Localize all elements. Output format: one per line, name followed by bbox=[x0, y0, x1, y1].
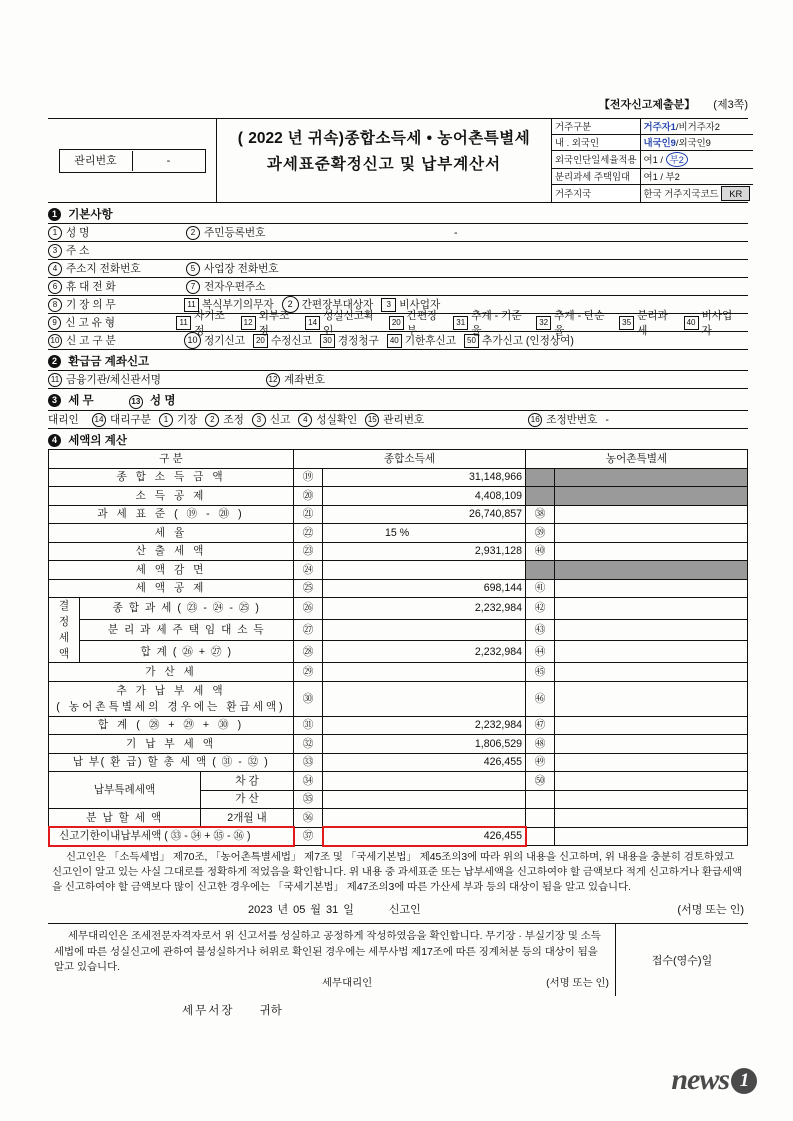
type-option-31-box[interactable]: 31 bbox=[453, 316, 468, 330]
field-no-1: 1 bbox=[48, 226, 62, 240]
field-no-7: 7 bbox=[186, 280, 200, 294]
table-row bbox=[49, 716, 748, 735]
additional-payment-line1: 추 가 납 부 세 액 bbox=[116, 684, 226, 697]
row-label-installment: 분 납 할 세 액 bbox=[49, 809, 201, 828]
division-label: 신 고 구 분 bbox=[66, 335, 116, 347]
row-home-phone bbox=[48, 260, 748, 278]
row-amount2-due-date-payment bbox=[555, 827, 748, 846]
table-row bbox=[49, 524, 748, 543]
row-no-37: ㊲ bbox=[294, 827, 323, 846]
row-no-26: ㉖ bbox=[294, 598, 323, 620]
type-option-12-box[interactable]: 12 bbox=[241, 316, 256, 330]
duty-label: 기 장 의 무 bbox=[66, 299, 116, 311]
flat-rate-value: 여1 / 부2 bbox=[640, 151, 753, 169]
row-label-prepaid-tax: 기 납 부 세 액 bbox=[49, 735, 294, 754]
agent-confirmation-left bbox=[48, 924, 615, 996]
field-no-6: 6 bbox=[48, 280, 62, 294]
declaration-month-unit: 월 bbox=[310, 904, 322, 916]
declaration-day-unit: 일 bbox=[343, 904, 354, 916]
section-1-number: 1 bbox=[48, 208, 61, 221]
row-amount2-calculated-tax bbox=[555, 542, 748, 561]
row-amount2-rental-separate bbox=[555, 619, 748, 641]
declaration-year: 2023 bbox=[248, 904, 273, 916]
division-option-40-box[interactable]: 40 bbox=[387, 334, 402, 348]
type-option-32-text: 추계 - 단순율 bbox=[554, 309, 605, 337]
row-no2-39: ㊴ bbox=[526, 524, 555, 543]
table-row bbox=[49, 641, 748, 663]
doc-tag: 【전자신고제출분】 bbox=[598, 99, 696, 111]
row-amount-subtotal: 2,232,984 bbox=[323, 641, 526, 663]
section-2-title: 환급금 계좌신고 bbox=[68, 356, 150, 368]
management-number-value: - bbox=[166, 154, 171, 167]
row-amount2-add bbox=[555, 790, 748, 809]
row-label-tax-rate: 세 율 bbox=[49, 524, 294, 543]
row-no2-50: ㊿ bbox=[526, 772, 555, 791]
refund-account-row bbox=[48, 370, 748, 389]
row-amount-tax-credit: 698,144 bbox=[323, 579, 526, 598]
row-amount-tax-reduction bbox=[323, 561, 526, 580]
row-label-add: 가 산 bbox=[201, 790, 294, 809]
management-number-cell bbox=[48, 119, 217, 202]
row-no-32: ㉜ bbox=[294, 735, 323, 754]
row-no2-38: ㊳ bbox=[526, 505, 555, 524]
table-row bbox=[49, 505, 748, 524]
page-number: (제3쪽) bbox=[713, 99, 748, 111]
row-amount2-tax-credit bbox=[555, 579, 748, 598]
row-amount2-tax-rate bbox=[555, 524, 748, 543]
duty-option-2-text: 간편장부대상자 bbox=[301, 299, 374, 311]
table-row bbox=[49, 772, 748, 791]
row-amount2-tax-base bbox=[555, 505, 748, 524]
type-option-20-text: 간편장부 bbox=[406, 309, 438, 337]
row-amount-calculated-tax: 2,931,128 bbox=[323, 542, 526, 561]
additional-payment-line2: ( 농어촌특별세의 경우에는 환급세액) bbox=[56, 700, 286, 713]
section-1-title: 기본사항 bbox=[68, 209, 113, 221]
col-header-farm-tax: 농어촌특별세 bbox=[526, 450, 748, 469]
declaration-date-row bbox=[48, 897, 748, 923]
residency-value: 거주자1/비거주자2 bbox=[640, 119, 753, 135]
agent-kind-1-box[interactable]: 1 bbox=[159, 413, 173, 427]
division-option-20-text: 수정신고 bbox=[270, 335, 312, 347]
field-no-10: 10 bbox=[48, 334, 62, 348]
row-no-24: ㉔ bbox=[294, 561, 323, 580]
resident-info-table bbox=[552, 119, 748, 202]
watermark-text: news bbox=[671, 1063, 729, 1096]
row-label-tax-credit: 세 액 공 제 bbox=[49, 579, 294, 598]
duty-option-3-box[interactable]: 3 bbox=[381, 298, 396, 312]
type-option-11-box[interactable]: 11 bbox=[176, 316, 191, 330]
row-label-additional-payment bbox=[49, 681, 294, 716]
bank-name-label: 금융기관/체신관서명 bbox=[66, 374, 162, 386]
row-amount-tax-rate: 15 % bbox=[323, 524, 526, 543]
agent-kind-1-text: 기장 bbox=[176, 414, 198, 426]
flat-rate-label: 외국인단일세율적용 bbox=[552, 151, 640, 169]
row-amount2-prepaid-tax bbox=[555, 735, 748, 754]
row-amount2-payable-total bbox=[555, 753, 748, 772]
row-no2-44: ㊹ bbox=[526, 641, 555, 663]
row-amount-tax-base: 26,740,857 bbox=[323, 505, 526, 524]
section-3-number: 3 bbox=[48, 394, 61, 407]
row-no-30: ㉚ bbox=[294, 681, 323, 716]
table-row bbox=[49, 468, 748, 487]
agent-mgmt-label: 관리번호 bbox=[383, 414, 425, 426]
field-no-11: 11 bbox=[48, 373, 62, 387]
field-no-14: 14 bbox=[92, 413, 106, 427]
section-3-title-a: 세 무 bbox=[68, 395, 94, 407]
agent-kind-4-box[interactable]: 4 bbox=[298, 413, 312, 427]
row-amount2-comprehensive-tax bbox=[555, 598, 748, 620]
row-no2-blank-2 bbox=[526, 487, 555, 506]
form-title bbox=[217, 119, 552, 202]
agent-confirmation-text: 세무대리인은 조세전문자격자로서 위 신고서를 성실하고 공정하게 작성하였음을 확인합니다. 무기장 · 부실기장 및 소득세법에 따른 성실신고에 관하여 불성실하거나 허위로 확인된 경우에는 세무사법 제17조에 따른 징계처분 등의 대상이 됨을 알고 있습니다. bbox=[54, 931, 601, 973]
row-no-34: ㉞ bbox=[294, 772, 323, 791]
row-no-33: ㉝ bbox=[294, 753, 323, 772]
duty-option-3-text: 비사업자 bbox=[399, 299, 441, 311]
row-no2-blank-3 bbox=[526, 561, 555, 580]
basic-info-group bbox=[48, 223, 748, 350]
row-no2-46: ㊻ bbox=[526, 681, 555, 716]
col-header-division: 구 분 bbox=[49, 450, 294, 469]
division-option-20-box[interactable]: 20 bbox=[253, 334, 268, 348]
name-label: 성 명 bbox=[66, 227, 90, 239]
type-option-14-text: 성실신고확인 bbox=[323, 309, 375, 337]
nationality-label: 내 . 외국인 bbox=[552, 135, 640, 151]
row-mobile bbox=[48, 278, 748, 296]
country-label: 거주지국 bbox=[552, 185, 640, 203]
rental-sep-tax-label: 분리과세 주택임대 bbox=[552, 169, 640, 185]
row-amount-penalty-tax bbox=[323, 663, 526, 682]
table-row bbox=[49, 561, 748, 580]
agent-kind-label: 대리구분 bbox=[110, 414, 151, 426]
type-option-31-text: 추계 - 기준율 bbox=[471, 309, 522, 337]
declarant-label: 신고인 bbox=[388, 904, 421, 916]
row-amount-income-deduction: 4,408,109 bbox=[323, 487, 526, 506]
adjustment-group-label: 조정반번호 bbox=[546, 414, 598, 426]
report-type-label: 신 고 유 형 bbox=[65, 317, 116, 329]
field-no-12: 12 bbox=[266, 373, 280, 387]
row-amount2-installment bbox=[555, 809, 748, 828]
declaration-day: 31 bbox=[326, 904, 339, 916]
row-no2-blank-6 bbox=[526, 827, 555, 846]
row-amount-deduct bbox=[323, 772, 526, 791]
row-amount2-deduct bbox=[555, 772, 748, 791]
division-option-10-text: 정기신고 bbox=[204, 335, 245, 347]
row-amount2-grand-total bbox=[555, 716, 748, 735]
row-amount-due-date-payment: 426,455 bbox=[323, 827, 526, 846]
section-2-number: 2 bbox=[48, 355, 61, 368]
field-no-16: 16 bbox=[528, 413, 542, 427]
row-amount-rental-separate bbox=[323, 619, 526, 641]
duty-option-11-text: 복식부기의무자 bbox=[202, 299, 274, 311]
email-label: 전자우편주소 bbox=[204, 281, 266, 293]
row-label-due-date-payment: 신고기한이내납부세액 ( ㉝ - ㉞ + ㉟ - ㊱ ) bbox=[49, 827, 294, 846]
home-phone-label: 주소지 전화번호 bbox=[66, 263, 141, 275]
section-2-heading bbox=[48, 353, 748, 369]
adjustment-group-value: - bbox=[605, 413, 609, 426]
row-no2-40: ㊵ bbox=[526, 542, 555, 561]
row-label-calculated-tax: 산 출 세 액 bbox=[49, 542, 294, 561]
form-header-line bbox=[48, 96, 748, 112]
row-no-19: ⑲ bbox=[294, 468, 323, 487]
agent-kind-3-text: 신고 bbox=[269, 414, 291, 426]
field-no-5: 5 bbox=[186, 262, 200, 276]
declaration-month: 05 bbox=[293, 904, 306, 916]
row-no-20: ⑳ bbox=[294, 487, 323, 506]
row-amount-prepaid-tax: 1,806,529 bbox=[323, 735, 526, 754]
division-option-10-box[interactable]: 10 bbox=[184, 332, 201, 349]
address-label: 주 소 bbox=[66, 245, 90, 257]
row-group-determined-tax: 결 정 세 액 bbox=[49, 598, 80, 663]
row-no-28: ㉘ bbox=[294, 641, 323, 663]
agent-row bbox=[48, 410, 748, 429]
row-amount2-penalty-tax bbox=[555, 663, 748, 682]
row-no2-49: ㊾ bbox=[526, 753, 555, 772]
row-label-tax-base: 과 세 표 준 ( ⑲ - ⑳ ) bbox=[49, 505, 294, 524]
row-no-22: ㉒ bbox=[294, 524, 323, 543]
row-amount2-subtotal bbox=[555, 641, 748, 663]
row-label-comprehensive-tax: 종 합 과 세 ( ㉓ - ㉔ - ㉕ ) bbox=[80, 598, 294, 620]
rrn-label: 주민등록번호 bbox=[204, 227, 266, 239]
form-subtitle: 과세표준확정신고 및 납부계산서 bbox=[266, 156, 502, 173]
row-no-31: ㉛ bbox=[294, 716, 323, 735]
row-no2-43: ㊸ bbox=[526, 619, 555, 641]
declaration-year-unit: 년 bbox=[277, 904, 289, 916]
type-option-11-text: 자기조정 bbox=[194, 309, 225, 337]
row-label-penalty-tax: 가 산 세 bbox=[49, 663, 294, 682]
row-amount-comprehensive-tax: 2,232,984 bbox=[323, 598, 526, 620]
country-code-value: KR bbox=[721, 186, 750, 201]
row-no2-blank-4 bbox=[526, 790, 555, 809]
agent-label: 세무대리인 bbox=[322, 977, 373, 989]
table-row bbox=[49, 487, 748, 506]
field-no-15: 15 bbox=[365, 413, 379, 427]
division-option-40-text: 기한후신고 bbox=[404, 335, 456, 347]
tax-office-to: 귀하 bbox=[259, 1005, 282, 1017]
table-row bbox=[49, 619, 748, 641]
section-4-heading bbox=[48, 432, 748, 448]
division-option-50-text: 추가신고 (인정상여) bbox=[481, 335, 574, 347]
type-option-20-box[interactable]: 20 bbox=[389, 316, 404, 330]
row-no2-41: ㊶ bbox=[526, 579, 555, 598]
rental-sep-tax-value: 여1 / 부2 bbox=[640, 169, 753, 185]
row-amount2-blank-1 bbox=[555, 468, 748, 487]
country-code-label: 거주지국코드 bbox=[664, 188, 719, 199]
agent-seal: (서명 또는 인) bbox=[546, 977, 609, 989]
type-option-40-text: 비사업자 bbox=[701, 309, 733, 337]
table-row bbox=[49, 753, 748, 772]
row-no2-45: ㊺ bbox=[526, 663, 555, 682]
table-row bbox=[49, 735, 748, 754]
field-no-13: 13 bbox=[129, 395, 143, 409]
col-header-income-tax: 종합소득세 bbox=[294, 450, 526, 469]
table-row bbox=[49, 579, 748, 598]
table-row bbox=[49, 681, 748, 716]
row-no2-42: ㊷ bbox=[526, 598, 555, 620]
table-header-row bbox=[49, 450, 748, 469]
section-4-number: 4 bbox=[48, 434, 61, 447]
duty-option-2-box[interactable]: 2 bbox=[282, 296, 299, 313]
title-block bbox=[48, 118, 748, 203]
row-no-35: ㉟ bbox=[294, 790, 323, 809]
declaration-text: 신고인은 「소득세법」 제70조, 「농어촌특별세법」 제7조 및 「국세기본법」 제45조의3에 따라 위의 내용을 신고하며, 위 내용을 충분히 검토하였고 신고인이 알고 있는 사실 그대로를 정확하게 적었음을 확인합니다. 위 내용 중 과세표준 또는 납부세액을 신고하여야 할 금액보다 적게 신고하거나 환급세액을 신고하여야 할 금액보다 많이 신고한 경우에는 「국세기본법」 제47조의3에 따른 가산세 부과 등의 대상이 됨을 알고 있습니다. bbox=[52, 852, 743, 893]
section-3-heading bbox=[48, 392, 748, 409]
title-prefix: ( bbox=[237, 130, 244, 147]
news1-watermark-logo bbox=[671, 1063, 757, 1097]
business-phone-label: 사업장 전화번호 bbox=[204, 263, 279, 275]
row-label-tax-reduction: 세 액 감 면 bbox=[49, 561, 294, 580]
row-amount-grand-total: 2,232,984 bbox=[323, 716, 526, 735]
row-label-rental-separate: 분 리 과 세 주 택 임 대 소 득 bbox=[80, 619, 294, 641]
tax-office-label: 세무서장 bbox=[182, 1005, 235, 1017]
type-option-35-box[interactable]: 35 bbox=[619, 316, 634, 330]
tax-calculation-table bbox=[48, 449, 748, 846]
rrn-value: - bbox=[454, 226, 458, 239]
mobile-label: 휴 대 전 화 bbox=[66, 281, 116, 293]
row-no-25: ㉕ bbox=[294, 579, 323, 598]
row-no2-blank-1 bbox=[526, 468, 555, 487]
row-label-deduct: 차 감 bbox=[201, 772, 294, 791]
section-3-title-b: 대리인 bbox=[48, 414, 79, 426]
nationality-value: 내국인9/외국인9 bbox=[640, 135, 753, 151]
field-no-8: 8 bbox=[48, 298, 62, 312]
row-amount2-blank-2 bbox=[555, 487, 748, 506]
section-4-title: 세액의 계산 bbox=[68, 435, 127, 447]
row-label-total-income: 종 합 소 득 금 액 bbox=[49, 468, 294, 487]
tax-year: 2022 bbox=[248, 130, 283, 147]
row-amount-payable-total: 426,455 bbox=[323, 753, 526, 772]
country-name: 한국 bbox=[643, 188, 662, 199]
type-option-35-text: 분리과세 bbox=[637, 309, 668, 337]
tax-form-sheet bbox=[48, 96, 748, 1020]
row-no-21: ㉑ bbox=[294, 505, 323, 524]
row-amount2-blank-3 bbox=[555, 561, 748, 580]
row-no-29: ㉙ bbox=[294, 663, 323, 682]
row-amount-additional-payment bbox=[323, 681, 526, 716]
division-option-50-box[interactable]: 50 bbox=[464, 334, 479, 348]
agent-kind-4-text: 성실확인 bbox=[316, 414, 358, 426]
row-report-type bbox=[48, 309, 748, 337]
title-suffix: 년 귀속)종합소득세 • 농어촌특별세 bbox=[287, 130, 531, 147]
row-amount2-additional-payment bbox=[555, 681, 748, 716]
row-label-income-deduction: 소 득 공 제 bbox=[49, 487, 294, 506]
tax-office-line bbox=[48, 996, 748, 1020]
table-row bbox=[49, 827, 748, 846]
section-1-heading bbox=[48, 206, 748, 222]
division-option-30-box[interactable]: 30 bbox=[320, 334, 335, 348]
agent-kind-3-box[interactable]: 3 bbox=[252, 413, 266, 427]
field-no-3: 3 bbox=[48, 244, 62, 258]
agent-signature-line bbox=[54, 976, 609, 992]
field-no-4: 4 bbox=[48, 262, 62, 276]
row-amount-add bbox=[323, 790, 526, 809]
watermark-mark: 1 bbox=[731, 1068, 757, 1094]
row-name bbox=[48, 224, 748, 242]
declarant-seal: (서명 또는 인) bbox=[677, 904, 744, 916]
type-option-14-box[interactable]: 14 bbox=[305, 316, 320, 330]
table-row bbox=[49, 663, 748, 682]
account-number-label: 계좌번호 bbox=[284, 374, 325, 386]
row-no2-blank-5 bbox=[526, 809, 555, 828]
row-no2-47: ㊼ bbox=[526, 716, 555, 735]
agent-confirmation-block bbox=[48, 923, 748, 996]
agent-name-label: 성 명 bbox=[150, 395, 176, 407]
field-no-2: 2 bbox=[186, 226, 200, 240]
table-row bbox=[49, 809, 748, 828]
receipt-date-cell: 접수(영수)일 bbox=[615, 924, 748, 996]
duty-option-11-box[interactable]: 11 bbox=[184, 298, 199, 312]
division-option-30-text: 경정청구 bbox=[337, 335, 379, 347]
residency-label: 거주구분 bbox=[552, 119, 640, 135]
row-group-special-payment: 납부특례세액 bbox=[49, 772, 201, 809]
row-label-subtotal: 합 계 ( ㉖ + ㉗ ) bbox=[80, 641, 294, 663]
row-label-installment-period: 2개월 내 bbox=[201, 809, 294, 828]
agent-kind-2-box[interactable]: 2 bbox=[205, 413, 219, 427]
row-no-27: ㉗ bbox=[294, 619, 323, 641]
field-no-9: 9 bbox=[48, 316, 61, 330]
management-number-label: 관리번호 bbox=[60, 151, 133, 171]
row-amount-installment bbox=[323, 809, 526, 828]
table-row bbox=[49, 542, 748, 561]
row-label-grand-total: 합 계 ( ㉘ + ㉙ + ㉚ ) bbox=[49, 716, 294, 735]
row-no-23: ㉓ bbox=[294, 542, 323, 561]
agent-kind-2-text: 조정 bbox=[223, 414, 244, 426]
country-value bbox=[640, 185, 753, 203]
row-label-payable-total: 납 부( 환 급) 할 총 세 액 ( ㉛ - ㉜ ) bbox=[49, 753, 294, 772]
table-row bbox=[49, 598, 748, 620]
row-address bbox=[48, 242, 748, 260]
row-no2-48: ㊽ bbox=[526, 735, 555, 754]
row-amount-total-income: 31,148,966 bbox=[323, 468, 526, 487]
row-no-36: ㊱ bbox=[294, 809, 323, 828]
type-option-40-box[interactable]: 40 bbox=[684, 316, 699, 330]
type-option-32-box[interactable]: 32 bbox=[536, 316, 551, 330]
type-option-12-text: 외부조정 bbox=[258, 309, 290, 337]
